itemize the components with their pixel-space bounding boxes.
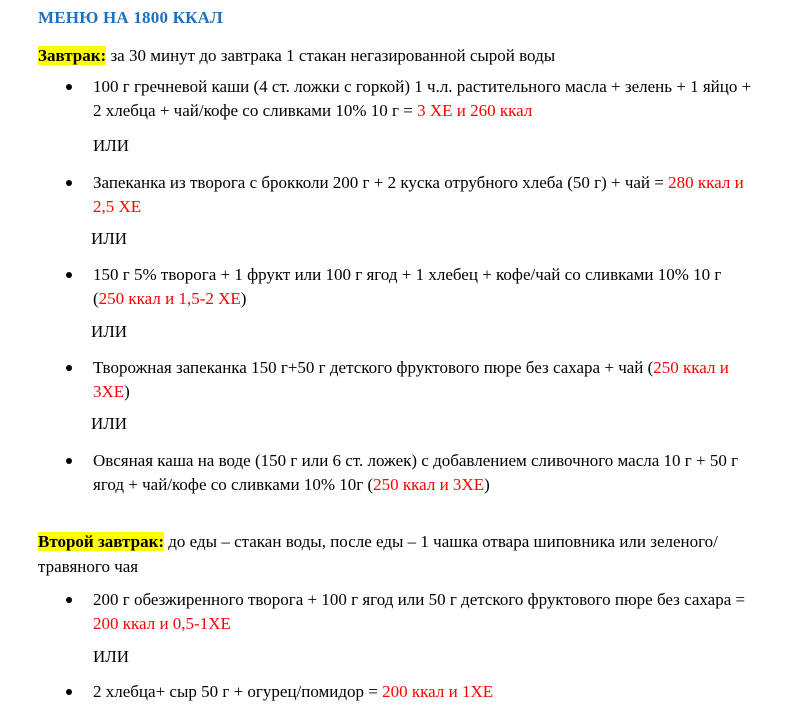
item-calories: 200 ккал и 0,5-1ХЕ — [93, 614, 231, 633]
second-breakfast-label: Второй завтрак: — [38, 532, 165, 551]
or-separator: ИЛИ — [93, 647, 130, 666]
or-separator: ИЛИ — [91, 229, 128, 248]
item-text: 2 хлебца+ сыр 50 г + огурец/помидор = — [93, 682, 383, 701]
bullet-icon — [66, 84, 72, 90]
breakfast-intro: за 30 минут до завтрака 1 стакан негазированной сырой воды — [106, 46, 556, 65]
item-text: 200 г обезжиренного творога + 100 г ягод или 50 г детского фруктового пюре без сахара = — [93, 590, 746, 609]
bullet-icon — [66, 272, 72, 278]
bullet-icon — [66, 597, 72, 603]
document-title: МЕНЮ НА 1800 ККАЛ — [38, 8, 223, 27]
second-breakfast-heading — [38, 529, 744, 579]
item-calories: 250 ккал и 3ХЕ — [93, 358, 729, 401]
list-item — [93, 449, 753, 497]
bullet-icon — [66, 180, 72, 186]
item-text: 100 г гречневой каши (4 ст. ложки с горкой) 1 ч.л. растительного масла + зелень + 1 яйцо + 2 хлебца + чай/кофе со сливками 10% 10 г = — [93, 77, 752, 120]
or-separator: ИЛИ — [91, 414, 128, 433]
breakfast-label: Завтрак: — [38, 46, 107, 65]
item-calories: 250 ккал и 1,5-2 ХЕ — [98, 289, 241, 308]
list-item — [93, 680, 753, 704]
list-item — [93, 263, 753, 311]
item-text: Творожная запеканка 150 г+50 г детского фруктового пюре без сахара + чай ( — [93, 358, 654, 377]
bullet-icon — [66, 689, 72, 695]
item-text: Запеканка из творога с брокколи 200 г + 2 куска отрубного хлеба (50 г) + чай = — [93, 173, 669, 192]
item-calories: 200 ккал и 1ХЕ — [382, 682, 494, 701]
item-text-end: ) — [484, 475, 490, 494]
item-calories: 280 ккал и 2,5 ХЕ — [93, 173, 744, 216]
item-calories: 250 ккал и 3ХЕ — [373, 475, 485, 494]
item-calories: 3 ХЕ и 260 ккал — [417, 101, 533, 120]
list-item — [93, 356, 753, 404]
breakfast-heading — [38, 43, 744, 68]
item-text-end: ) — [124, 382, 130, 401]
second-breakfast-intro: до еды – стакан воды, после еды – 1 чашка отвара шиповника или зеленого/травяного чая — [38, 532, 718, 576]
item-text: 150 г 5% творога + 1 фрукт или 100 г ягод + 1 хлебец + кофе/чай со сливками 10% 10 г ( — [93, 265, 722, 308]
item-text: Овсяная каша на воде (150 г или 6 ст. ложек) с добавлением сливочного масла 10 г + 50 г ягод + чай/кофе со сливками 10% 10г ( — [93, 451, 739, 494]
list-item — [93, 588, 753, 636]
or-separator: ИЛИ — [91, 322, 128, 341]
list-item — [93, 171, 753, 219]
item-text-end: ) — [240, 289, 247, 308]
or-separator: ИЛИ — [93, 136, 130, 155]
bullet-icon — [66, 365, 72, 371]
list-item — [93, 75, 753, 123]
bullet-icon — [66, 458, 72, 464]
